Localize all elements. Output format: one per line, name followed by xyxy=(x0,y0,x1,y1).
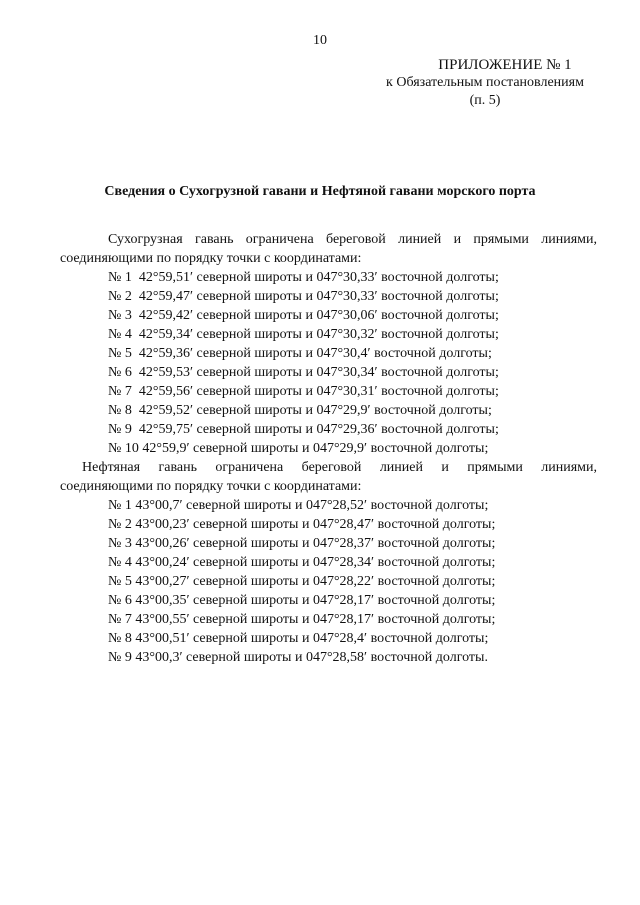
list-item: № 3 43°00,26′ северной широты и 047°28,37′ восточной долготы; xyxy=(108,536,496,551)
list-item: № 6 43°00,35′ северной широты и 047°28,17′ восточной долготы; xyxy=(108,593,496,608)
list-item: № 6 42°59,53′ северной широты и 047°30,34′ восточной долготы; xyxy=(108,365,499,380)
list-item: № 8 42°59,52′ северной широты и 047°29,9′ восточной долготы; xyxy=(108,403,492,418)
oil-intro xyxy=(60,458,597,496)
list-item: № 5 43°00,27′ северной широты и 047°28,22′ восточной долготы; xyxy=(108,574,496,589)
list-item: № 10 42°59,9′ северной широты и 047°29,9′ восточной долготы; xyxy=(108,441,489,456)
oil-intro-line2: соединяющими по порядку точки с координатами: xyxy=(60,479,362,494)
list-item: № 2 42°59,47′ северной широты и 047°30,33′ восточной долготы; xyxy=(108,289,499,304)
list-item: № 4 42°59,34′ северной широты и 047°30,32′ восточной долготы; xyxy=(108,327,499,342)
oil-points xyxy=(60,496,597,667)
list-item: № 1 43°00,7′ северной широты и 047°28,52′ восточной долготы; xyxy=(108,498,489,513)
dry-cargo-points xyxy=(60,268,597,458)
list-item: № 5 42°59,36′ северной широты и 047°30,4′ восточной долготы; xyxy=(108,346,492,361)
dry-cargo-intro-line1: Сухогрузная гавань ограничена береговой линией и прямыми линиями, xyxy=(108,232,597,247)
list-item: № 3 42°59,42′ северной широты и 047°30,06′ восточной долготы; xyxy=(108,308,499,323)
list-item: № 4 43°00,24′ северной широты и 047°28,34′ восточной долготы; xyxy=(108,555,496,570)
oil-intro-line1: Нефтяная гавань ограничена береговой линией и прямыми линиями, xyxy=(82,460,597,475)
page-number: 10 xyxy=(313,33,327,48)
dry-cargo-intro xyxy=(60,230,597,268)
list-item: № 1 42°59,51′ северной широты и 047°30,33′ восточной долготы; xyxy=(108,270,499,285)
appendix-title: ПРИЛОЖЕНИЕ № 1 xyxy=(438,57,572,73)
appendix-subtitle: к Обязательным постановлениям xyxy=(386,75,584,90)
list-item: № 7 43°00,55′ северной широты и 047°28,17′ восточной долготы; xyxy=(108,612,496,627)
appendix-clause: (п. 5) xyxy=(469,93,501,108)
list-item: № 9 43°00,3′ северной широты и 047°28,58′ восточной долготы. xyxy=(108,650,488,665)
document-body xyxy=(60,230,597,667)
list-item: № 2 43°00,23′ северной широты и 047°28,47′ восточной долготы; xyxy=(108,517,496,532)
list-item: № 8 43°00,51′ северной широты и 047°28,4′ восточной долготы; xyxy=(108,631,489,646)
dry-cargo-intro-line2: соединяющими по порядку точки с координатами: xyxy=(60,251,362,266)
document-title: Сведения о Сухогрузной гавани и Нефтяной гавани морского порта xyxy=(104,184,536,199)
list-item: № 9 42°59,75′ северной широты и 047°29,36′ восточной долготы; xyxy=(108,422,499,437)
list-item: № 7 42°59,56′ северной широты и 047°30,31′ восточной долготы; xyxy=(108,384,499,399)
appendix-header xyxy=(370,56,600,110)
